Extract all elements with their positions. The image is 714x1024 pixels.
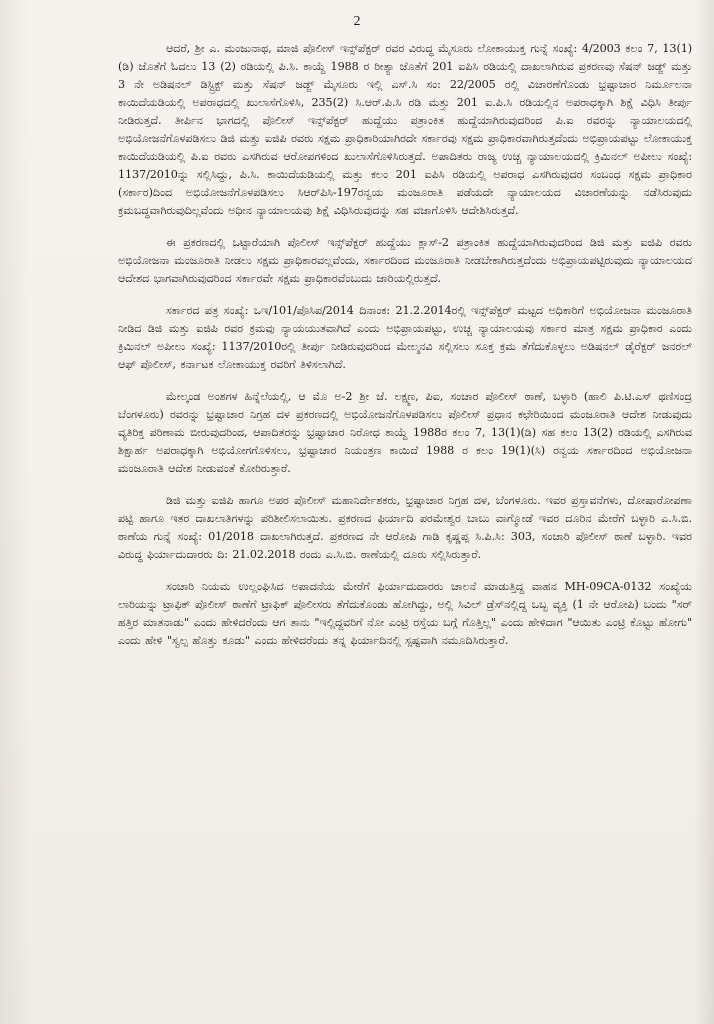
page-edge-shadow bbox=[694, 0, 714, 1024]
page-number: 2 bbox=[353, 14, 361, 29]
paragraph-5: ಡಿಜಿ ಮತ್ತು ಐಜಿಪಿ ಹಾಗೂ ಅಪರ ಪೊಲೀಸ್ ಮಹಾನಿರ್ದೇಶಕರು, ಭ್ರಷ್ಟಾಚಾರ ನಿಗ್ರಹ ದಳ, ಬೆಂಗಳೂರು. ಇವರ ಪ್ರಸ್ತಾವನೆಗಳು, ದೋಷಾರೋಪಣಾ ಪಟ್ಟಿ ಹಾಗೂ ಇತರ ದಾಖಲಾತಿಗಳನ್ನು ಪರಿಶೀಲಿಸಲಾಯಿತು. ಪ್ರಕರಣದ ಫಿರ್ಯಾದಿ ಪರಮೇಶ್ವರ ಬಾಬು ವಾಗ್ಮೋಡೆ ಇವರ ದೂರಿನ ಮೇರೆಗೆ ಬಳ್ಳಾರಿ ಎ.ಸಿ.ಬಿ. ಠಾಣೆಯ ಗುನ್ನೆ ಸಂಖ್ಯೆ: 01/2018 ದಾಖಲಾಗಿರುತ್ತದೆ. ಪ್ರಕರಣದ ನೇ ಆರೋಪಿ ಗಾಡಿ ಕೃಷ್ಣಪ್ಪ ಸಿ.ಪಿ.ಸಿ: 303, ಸಂಚಾರಿ ಪೊಲೀಸ್ ಠಾಣೆ ಬಳ್ಳಾರಿ. ಇವರ ವಿರುದ್ಧ ಫಿರ್ಯಾದುದಾರರು ದಿ: 21.02.2018 ರಂದು ಎ.ಸಿ.ಬಿ. ಠಾಣೆಯಲ್ಲಿ ದೂರು ಸಲ್ಲಿಸಿರುತ್ತಾರೆ. bbox=[118, 494, 692, 561]
paragraph-2: ಈ ಪ್ರಕರಣದಲ್ಲಿ ಒಟ್ಟಾರೆಯಾಗಿ ಪೊಲೀಸ್ ಇನ್ಸ್‌ಪೆಕ್ಟರ್ ಹುದ್ದೆಯು ಕ್ಲಾಸ್-2 ಪತ್ರಾಂಕಿತ ಹುದ್ದೆಯಾಗಿರುವುದರಿಂದ ಡಿಜಿ ಮತ್ತು ಐಜಿಪಿ ರವರು ಅಭಿಯೋಜನಾ ಮಂಜೂರಾತಿ ನೀಡಲು ಸಕ್ಷಮ ಪ್ರಾಧಿಕಾರವಲ್ಲವೆಂದು, ಸರ್ಕಾರದಿಂದ ಮಂಜೂರಾತಿ ನೀಡಬೇಕಾಗಿರುತ್ತದೆಂದು ಅಭಿಪ್ರಾಯಪಟ್ಟಿರುವುದು ನ್ಯಾಯಾಲಯದ ಆದೇಶದ ಭಾಗವಾಗಿರುವುದರಿಂದ ಸರ್ಕಾರವೇ ಸಕ್ಷಮ ಪ್ರಾಧಿಕಾರವೆಂಬುದು ಜಾರಿಯಲ್ಲಿರುತ್ತದೆ. bbox=[118, 236, 692, 285]
paragraph-6: ಸಂಚಾರಿ ನಿಯಮ ಉಲ್ಲಂಘಿಸಿದ ಅಪಾದನೆಯ ಮೇರೆಗೆ ಫಿರ್ಯಾದುದಾರರು ಚಾಲನೆ ಮಾಡುತ್ತಿದ್ದ ವಾಹನ MH-09CA-0132 ಸಂಖ್ಯೆಯ ಲಾರಿಯನ್ನು ಟ್ರಾಫಿಕ್ ಪೊಲೀಸ್ ಠಾಣೆಗೆ ಟ್ರಾಫಿಕ್ ಪೊಲೀಸರು ತೆಗೆದುಕೊಂಡು ಹೋಗಿದ್ದು, ಅಲ್ಲಿ ಸಿವಿಲ್ ಡ್ರೆಸ್‌ನಲ್ಲಿದ್ದ ಒಬ್ಬ ವ್ಯಕ್ತಿ (1 ನೇ ಆರೋಪಿ) ಬಂದು "ಸರ್ ಹತ್ತಿರ ಮಾತನಾಡು" ಎಂದು ಹೇಳಿದರೆಂದು ಆಗ ತಾನು "ಇಲ್ಲಿದ್ದವರಿಗೆ ನೋ ಎಂಟ್ರಿ ರಸ್ತೆಯ ಬಗ್ಗೆ ಗೊತ್ತಿಲ್ಲ" ಎಂದು ಹೇಳಿದಾಗ "ಆಯಿತು ಎಂಟ್ರಿ ಕೊಟ್ಟು ಹೋಗು" ಎಂದು ಹೇಳಿ "ಸ್ವಲ್ಪ ಹೊತ್ತು ಕೂಡು" ಎಂದು ಹೇಳಿದರೆಂದು ತನ್ನ ಫಿರ್ಯಾದಿನಲ್ಲಿ ಸ್ಪಷ್ಟವಾಗಿ ನಮೂದಿಸಿರುತ್ತಾರೆ. bbox=[118, 580, 692, 647]
paragraph-3: ಸರ್ಕಾರದ ಪತ್ರ ಸಂಖ್ಯೆ: ಒಇ/101/ಪೊಸಿಪ/2014 ದಿನಾಂಕ: 21.2.2014ರಲ್ಲಿ ಇನ್ಸ್‌ಪೆಕ್ಟರ್ ಮಟ್ಟದ ಅಧಿಕಾರಿಗೆ ಅಭಿಯೋಜನಾ ಮಂಜೂರಾತಿ ನೀಡಿದ ಡಿಜಿ ಮತ್ತು ಐಜಿಪಿ ರವರ ಕ್ರಮವು ನ್ಯಾಯಯುತವಾಗಿದೆ ಎಂದು ಅಭಿಪ್ರಾಯಪಟ್ಟು, ಉಚ್ಚ ನ್ಯಾಯಾಲಯವು ಸರ್ಕಾರ ಮಾತ್ರ ಸಕ್ಷಮ ಪ್ರಾಧಿಕಾರ ಎಂದು ಕ್ರಿಮಿನಲ್ ಅಪೀಲು ಸಂಖ್ಯೆ: 1137/2010ರಲ್ಲಿ ತೀರ್ಪು ನೀಡಿರುವುದರಿಂದ ಮೇಲ್ಮನವಿ ಸಲ್ಲಿಸಲು ಸೂಕ್ತ ಕ್ರಮ ತೆಗೆದುಕೊಳ್ಳಲು ಅಡಿಷನಲ್ ಡೈರೆಕ್ಟರ್ ಜನರಲ್ ಆಫ್ ಪೊಲೀಸ್, ಕರ್ನಾಟಕ ಲೋಕಾಯುಕ್ತ ರವರಿಗೆ ತಿಳಿಸಲಾಗಿದೆ. bbox=[118, 304, 692, 371]
paragraph-4: ಮೇಲ್ಕಂಡ ಅಂಶಗಳ ಹಿನ್ನೆಲೆಯಲ್ಲಿ, ಆ ಮೊ ಅ-2 ಶ್ರೀ ಜೆ. ಲಕ್ಷ್ಮಣ, ಪಿಐ, ಸಂಚಾರ ಪೊಲೀಸ್ ಠಾಣೆ, ಬಳ್ಳಾರಿ (ಹಾಲಿ ಪಿ.ಟಿ.ಎಸ್ ಥಣಿಸಂದ್ರ ಬೆಂಗಳೂರು) ರವರನ್ನು ಭ್ರಷ್ಟಾಚಾರ ನಿಗ್ರಹ ದಳ ಪ್ರಕರಣದಲ್ಲಿ ಅಭಿಯೋಜನೆಗೊಳಪಡಿಸಲು ಪೊಲೀಸ್ ಪ್ರಧಾನ ಕಛೇರಿಯಿಂದ ಮಂಜೂರಾತಿ ಆದೇಶ ನೀಡುವುದು ವ್ಯತಿರಿಕ್ತ ಪರಿಣಾಮ ಬೀರುವುದರಿಂದ, ಆಪಾದಿತರನ್ನು ಭ್ರಷ್ಟಾಚಾರ ನಿರೋಧ ಕಾಯ್ದೆ 1988ರ ಕಲಂ 7, 13(1)(ಡಿ) ಸಹ ಕಲಂ 13(2) ರಡಿಯಲ್ಲಿ ಎಸಗಿರುವ ಶಿಕ್ಷಾರ್ಹ ಅಪರಾಧಕ್ಕಾಗಿ ಅಭಿಯೋಗಗೊಳಿಸಲು, ಭ್ರಷ್ಟಾಚಾರ ನಿಯಂತ್ರಣ ಕಾಯಿದೆ 1988 ರ ಕಲಂ 19(1)(ಸಿ) ರನ್ವಯ ಸರ್ಕಾರದಿಂದ ಅಭಿಯೋಜನಾ ಮಂಜೂರಾತಿ ಆದೇಶ ನೀಡುವಂತೆ ಕೋರಿರುತ್ತಾರೆ. bbox=[118, 390, 692, 475]
paragraph-1: ಆದರೆ, ಶ್ರೀ ಎ. ಮಂಜುನಾಥ, ಮಾಜಿ ಪೊಲೀಸ್ ಇನ್ಸ್‌ಪೆಕ್ಟರ್ ರವರ ವಿರುದ್ಧ ಮೈಸೂರು ಲೋಕಾಯುಕ್ತ ಗುನ್ನೆ ಸಂಖ್ಯೆ: 4/2003 ಕಲಂ 7, 13(1)(ಡಿ) ಜೊತೆಗೆ ಓದಲು 13 (2) ರಡಿಯಲ್ಲಿ ಪಿ.ಸಿ. ಕಾಯ್ದೆ 1988 ರ ರೀತ್ಯಾ ಜೊತೆಗೆ 201 ಐಪಿಸಿ ರಡಿಯಲ್ಲಿ ದಾಖಲಾಗಿರುವ ಪ್ರಕರಣವು ಸೆಷನ್ ಜಡ್ಜ್ ಮತ್ತು 3 ನೇ ಅಡಿಷನಲ್ ಡಿಸ್ಟ್ರಿಕ್ಟ್ ಮತ್ತು ಸೆಷನ್ ಜಡ್ಜ್ ಮೈಸೂರು ಇಲ್ಲಿ ಎಸ್.ಸಿ ಸಂ: 22/2005 ರಲ್ಲಿ ವಿಚಾರಣೆಗೊಂಡು ಭ್ರಷ್ಟಾಚಾರ ನಿರ್ಮೂಲನಾ ಕಾಯಿದೆಯಡಿಯಲ್ಲಿ ಅಪರಾಧದಲ್ಲಿ ಖುಲಾಸೆಗೊಳಿಸಿ, 235(2) ಸಿ.ಆರ್.ಪಿ.ಸಿ ರಡಿ ಮತ್ತು 201 ಐ.ಪಿ.ಸಿ ರಡಿಯಲ್ಲಿನ ಅಪರಾಧಕ್ಕಾಗಿ ಶಿಕ್ಷೆ ವಿಧಿಸಿ ತೀರ್ಪು ನೀಡಿರುತ್ತದೆ. ತೀರ್ಪಿನ ಭಾಗದಲ್ಲಿ ಪೊಲೀಸ್ ಇನ್ಸ್‌ಪೆಕ್ಟರ್ ಹುದ್ದೆಯು ಪತ್ರಾಂಕಿತ ಹುದ್ದೆಯಾಗಿರುವುದರಿಂದ ಪಿ.ಐ ರವರನ್ನು ನ್ಯಾಯಾಲಯದಲ್ಲಿ ಅಭಿಯೋಜನೆಗೊಳಪಡಿಸಲು ಡಿಜಿ ಮತ್ತು ಐಜಿಪಿ ರವರು ಸಕ್ಷಮ ಪ್ರಾಧಿಕಾರಿಯಾಗಿರದೇ ಸರ್ಕಾರವು ಸಕ್ಷಮ ಪ್ರಾಧಿಕಾರವಾಗಿರುತ್ತದೆಂದು ಅಭಿಪ್ರಾಯಪಟ್ಟು ಲೋಕಾಯುಕ್ತ ಕಾಯಿದೆಯಡಿಯಲ್ಲಿ ಪಿ.ಐ ರವರು ಎಸಗಿರುವ ಆರೋಪಗಳಿಂದ ಖುಲಾಸೆಗೊಳಿಸಿರುತ್ತದೆ. ಅಪಾದಿತರು ರಾಜ್ಯ ಉಚ್ಚ ನ್ಯಾಯಾಲಯದಲ್ಲಿ ಕ್ರಿಮಿನಲ್ ಅಪೀಲು ಸಂಖ್ಯೆ: 1137/2010ನ್ನು ಸಲ್ಲಿಸಿದ್ದು, ಪಿ.ಸಿ. ಕಾಯಿದೆಯಡಿಯಲ್ಲಿ ಮತ್ತು ಕಲಂ 201 ಐಪಿಸಿ ರಡಿಯಲ್ಲಿ ಅಪರಾಧ ಎಸಗಿರುವುದರ ಸಂಬಂಧ ಸಕ್ಷಮ ಪ್ರಾಧಿಕಾರ (ಸರ್ಕಾರ)ದಿಂದ ಅಭಿಯೋಜನೆಗೊಳಪಡಿಸಲು ಸಿಆರ್‌ಪಿಸಿ-197ರನ್ವಯ ಮಂಜೂರಾತಿ ಪಡೆಯದೇ ನ್ಯಾಯಾಲಯದ ವಿಚಾರಣೆಯನ್ನು ನಡೆಸಿರುವುದು ಕ್ರಮಬದ್ಧವಾಗಿರುವುದಿಲ್ಲವೆಂದು ಅಧೀನ ನ್ಯಾಯಾಲಯವು ಶಿಕ್ಷೆ ವಿಧಿಸಿರುವುದನ್ನು ಸಹ ವಜಾಗೊಳಿಸಿ ಆದೇಶಿಸಿರುತ್ತದೆ. bbox=[118, 42, 692, 217]
